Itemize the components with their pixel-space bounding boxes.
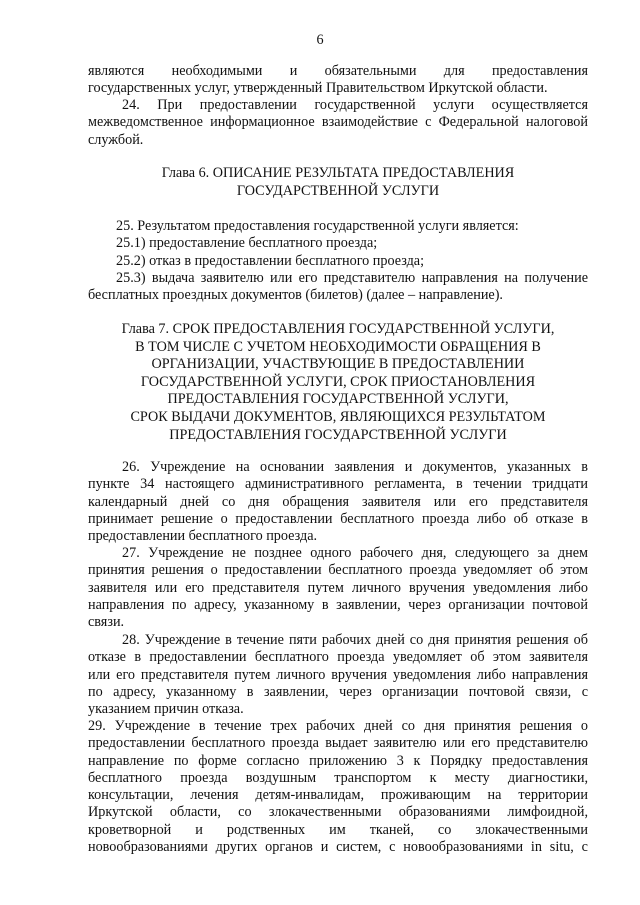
text-line: межведомственное информационное взаимодействие с Федеральной налоговой xyxy=(88,114,588,131)
text-line: направления по адресу, указанному в заявлении, через организации почтовой xyxy=(88,596,588,613)
paragraph-27 xyxy=(88,545,588,631)
text-line: 25.3) выдача заявителю или его представителю направления на получение xyxy=(116,269,588,286)
paragraph-26 xyxy=(88,459,588,545)
heading-line: ПРЕДОСТАВЛЕНИЯ ГОСУДАРСТВЕННОЙ УСЛУГИ, xyxy=(167,391,509,408)
text-line: государственных услуг, утвержденный Правительством Иркутской области. xyxy=(88,80,548,97)
paragraph-29 xyxy=(88,718,588,856)
heading-line: В ТОМ ЧИСЛЕ С УЧЕТОМ НЕОБХОДИМОСТИ ОБРАЩЕНИЯ В xyxy=(135,338,541,355)
text-line: бесплатных проездных документов (билетов) (далее – направление). xyxy=(88,287,503,304)
text-line: принятия решения о предоставлении бесплатного проезда уведомляет об этом xyxy=(88,562,588,579)
paragraph-24 xyxy=(88,97,588,149)
text-line: заявителя или его представителя путем личного вручения уведомления либо xyxy=(88,579,588,596)
text-line: 29. Учреждение в течение трех рабочих дней со дня принятия решения о xyxy=(88,718,588,734)
text-line: или его представителя путем личного вручения уведомления либо направления xyxy=(88,666,588,683)
text-line: бесплатного проезда воздушным транспортом к месту диагностики, xyxy=(88,769,588,786)
text-line: новообразованиями других органов и систем, с новообразованиями in situ, с xyxy=(88,839,588,856)
heading-line: ГОСУДАРСТВЕННОЙ УСЛУГИ xyxy=(236,182,440,199)
text-line: 25.2) отказ в предоставлении бесплатного проезда; xyxy=(116,252,425,269)
text-line: предоставлении бесплатного проезда выдает заявителю или его представителю xyxy=(88,735,588,752)
text-line: 28. Учреждение в течение пяти рабочих дней со дня принятия решения об xyxy=(122,632,588,648)
page-number: 6 xyxy=(316,32,324,48)
chapter-7-heading xyxy=(88,321,588,444)
text-line: 25. Результатом предоставления государственной услуги является: xyxy=(116,218,519,234)
text-line: по адресу, указанному в заявлении, через организации почтовой связи, с xyxy=(88,683,588,700)
heading-line: Глава 7. СРОК ПРЕДОСТАВЛЕНИЯ ГОСУДАРСТВЕННОЙ УСЛУГИ, xyxy=(121,321,555,337)
text-line: консультации, лечения детям-инвалидам, проживающим на территории xyxy=(88,787,588,804)
text-line: Иркутской области, со злокачественными образованиями лимфоидной, xyxy=(88,804,588,821)
text-line: 24. При предоставлении государственной услуги осуществляется xyxy=(122,97,588,113)
text-line: отказе в предоставлении бесплатного проезда уведомляет об этом заявителя xyxy=(88,649,588,666)
text-line: календарный дней со дня обращения заявителя или его представителя xyxy=(88,493,588,510)
continuation-paragraph xyxy=(88,63,588,98)
text-line: принимает решение о предоставлении бесплатного проезда либо об отказе в xyxy=(88,510,588,527)
text-line: кроветворной и родственных им тканей, со злокачественными xyxy=(88,821,588,838)
heading-line: ОРГАНИЗАЦИИ, УЧАСТВУЮЩИЕ В ПРЕДОСТАВЛЕНИИ xyxy=(151,356,525,373)
heading-line: ПРЕДОСТАВЛЕНИЯ ГОСУДАРСТВЕННОЙ УСЛУГИ xyxy=(169,426,507,443)
text-line: являются необходимыми и обязательными для предоставления xyxy=(88,63,588,79)
text-line: 25.1) предоставление бесплатного проезда; xyxy=(116,235,378,252)
text-line: указанием причин отказа. xyxy=(88,701,244,718)
text-line: предоставлении бесплатного проезда. xyxy=(88,528,318,545)
text-line: пункте 34 настоящего административного регламента, в течении тридцати xyxy=(88,476,588,493)
text-line: службой. xyxy=(88,131,144,148)
heading-line: Глава 6. ОПИСАНИЕ РЕЗУЛЬТАТА ПРЕДОСТАВЛЕНИЯ xyxy=(161,165,515,181)
heading-line: ГОСУДАРСТВЕННОЙ УСЛУГИ, СРОК ПРИОСТАНОВЛЕНИЯ xyxy=(140,373,536,390)
text-line: 26. Учреждение на основании заявления и документов, указанных в xyxy=(122,459,588,475)
chapter-6-heading xyxy=(88,165,588,200)
paragraph-28 xyxy=(88,632,588,718)
text-line: 27. Учреждение не позднее одного рабочего дня, следующего за днем xyxy=(122,545,588,561)
text-line: связи. xyxy=(88,614,125,631)
paragraph-25 xyxy=(88,218,588,304)
text-line: направление по форме согласно приложению 3 к Порядку предоставления xyxy=(88,752,588,769)
heading-line: СРОК ВЫДАЧИ ДОКУМЕНТОВ, ЯВЛЯЮЩИХСЯ РЕЗУЛЬТАТОМ xyxy=(130,408,546,425)
